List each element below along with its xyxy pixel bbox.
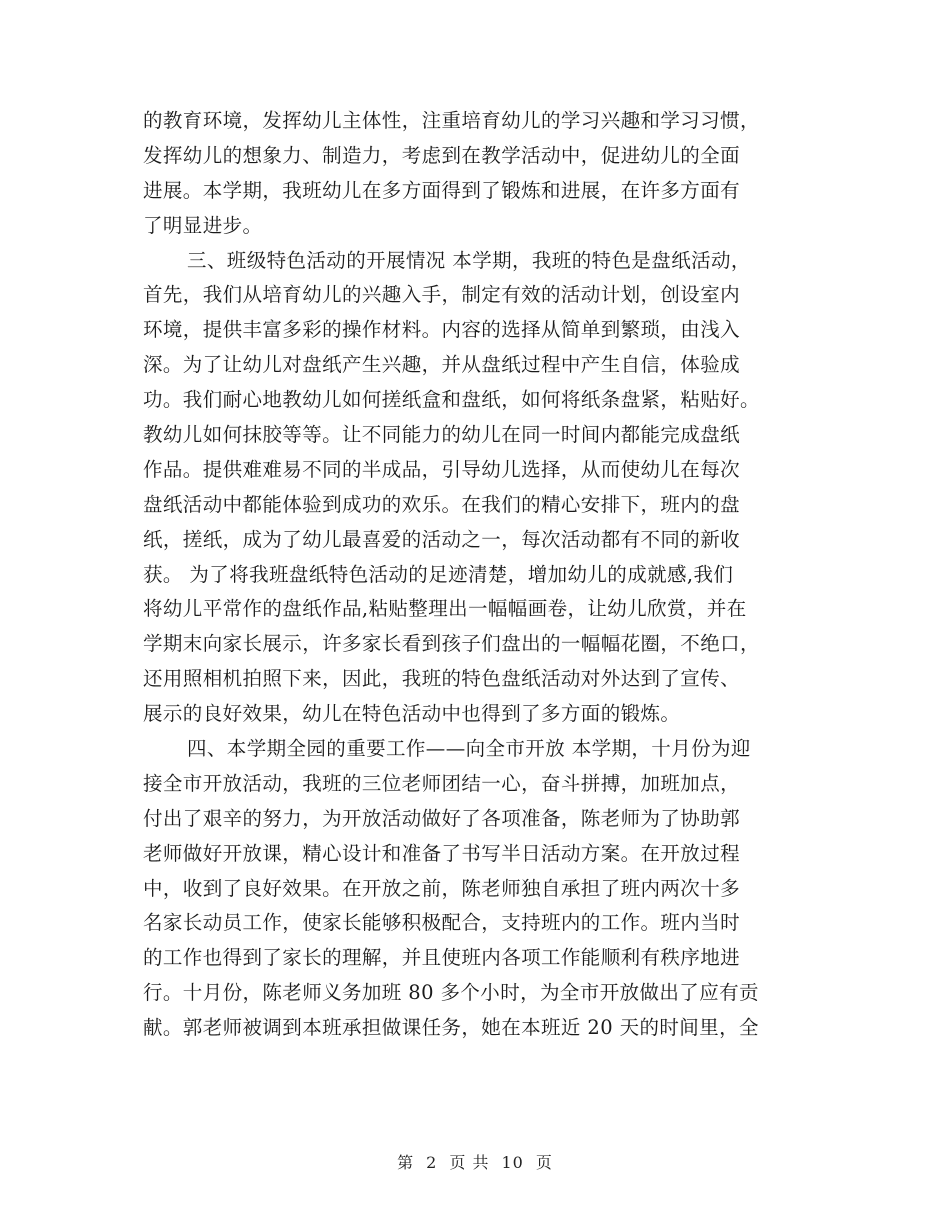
text-line: 教幼儿如何抹胶等等。让不同能力的幼儿在同一时间内都能完成盘纸 — [143, 423, 741, 447]
footer-page-number: 2 — [426, 1153, 438, 1172]
text-line: 的工作也得到了家长的理解，并且使班内各项工作能顺利有秩序地进 — [143, 946, 741, 970]
text-line: 三、班级特色活动的开展情况 本学期，我班的特色是盘纸活动， — [187, 248, 751, 272]
text-line: 的教育环境，发挥幼儿主体性，注重培育幼儿的学习兴趣和学习习惯， — [143, 109, 760, 132]
text-line: 盘纸活动中都能体验到成功的欢乐。在我们的精心安排下，班内的盘 — [143, 492, 741, 516]
footer-total-pages: 10 — [501, 1153, 524, 1172]
text-line: 中，收到了良好效果。在开放之前，陈老师独自承担了班内两次十多 — [143, 876, 741, 900]
text-line: 纸，搓纸，成为了幼儿最喜爱的活动之一，每次活动都有不同的新收 — [143, 527, 741, 551]
text-line: 进展。本学期，我班幼儿在多方面得到了锻炼和进展，在许多方面有 — [143, 178, 741, 202]
text-line: 功。我们耐心地教幼儿如何搓纸盒和盘纸，如何将纸条盘紧，粘贴好。 — [143, 388, 760, 412]
text-line: 接全市开放活动，我班的三位老师团结一心，奋斗拼搏，加班加点， — [143, 771, 741, 795]
text-line: 学期末向家长展示，许多家长看到孩子们盘出的一幅幅花圈，不绝口， — [143, 632, 760, 656]
text-line: 四、本学期全园的重要工作——向全市开放 本学期，十月份为迎 — [187, 737, 751, 761]
text-line: 行。十月份，陈老师义务加班 80 多个小时，为全市开放做出了应有贡 — [143, 981, 759, 1005]
footer-middle: 页 共 — [449, 1153, 490, 1172]
footer-suffix: 页 — [535, 1153, 553, 1172]
text-line: 环境，提供丰富多彩的操作材料。内容的选择从简单到繁琐，由浅入 — [143, 318, 741, 342]
text-line: 献。郭老师被调到本班承担做课任务，她在本班近 20 天的时间里，全 — [143, 1016, 759, 1040]
document-body — [143, 104, 803, 1046]
text-line: 付出了艰辛的努力，为开放活动做好了各项准备，陈老师为了协助郭 — [143, 806, 741, 830]
text-line: 名家长动员工作，使家长能够积极配合，支持班内的工作。班内当时 — [143, 911, 741, 935]
text-line: 还用照相机拍照下来，因此，我班的特色盘纸活动对外达到了宣传、 — [143, 667, 741, 691]
text-line: 展示的良好效果，幼儿在特色活动中也得到了多方面的锻炼。 — [143, 702, 681, 726]
text-line: 了明显进步。 — [143, 213, 263, 237]
text-line: 首先，我们从培育幼儿的兴趣入手，制定有效的活动计划，创设室内 — [143, 283, 741, 307]
text-line: 将幼儿平常作的盘纸作品,粘贴整理出一幅幅画卷，让幼儿欣赏，并在 — [143, 597, 747, 621]
text-line: 获。 为了将我班盘纸特色活动的足迹清楚，增加幼儿的成就感,我们 — [143, 562, 734, 586]
footer-prefix: 第 — [397, 1153, 415, 1172]
text-line: 老师做好开放课，精心设计和准备了书写半日活动方案。在开放过程 — [143, 841, 741, 865]
text-line: 作品。提供难难易不同的半成品，引导幼儿选择，从而使幼儿在每次 — [143, 457, 741, 481]
text-line: 深。为了让幼儿对盘纸产生兴趣，并从盘纸过程中产生自信，体验成 — [143, 353, 741, 377]
text-line: 发挥幼儿的想象力、制造力，考虑到在教学活动中，促进幼儿的全面 — [143, 143, 741, 167]
page-footer — [0, 1150, 950, 1173]
